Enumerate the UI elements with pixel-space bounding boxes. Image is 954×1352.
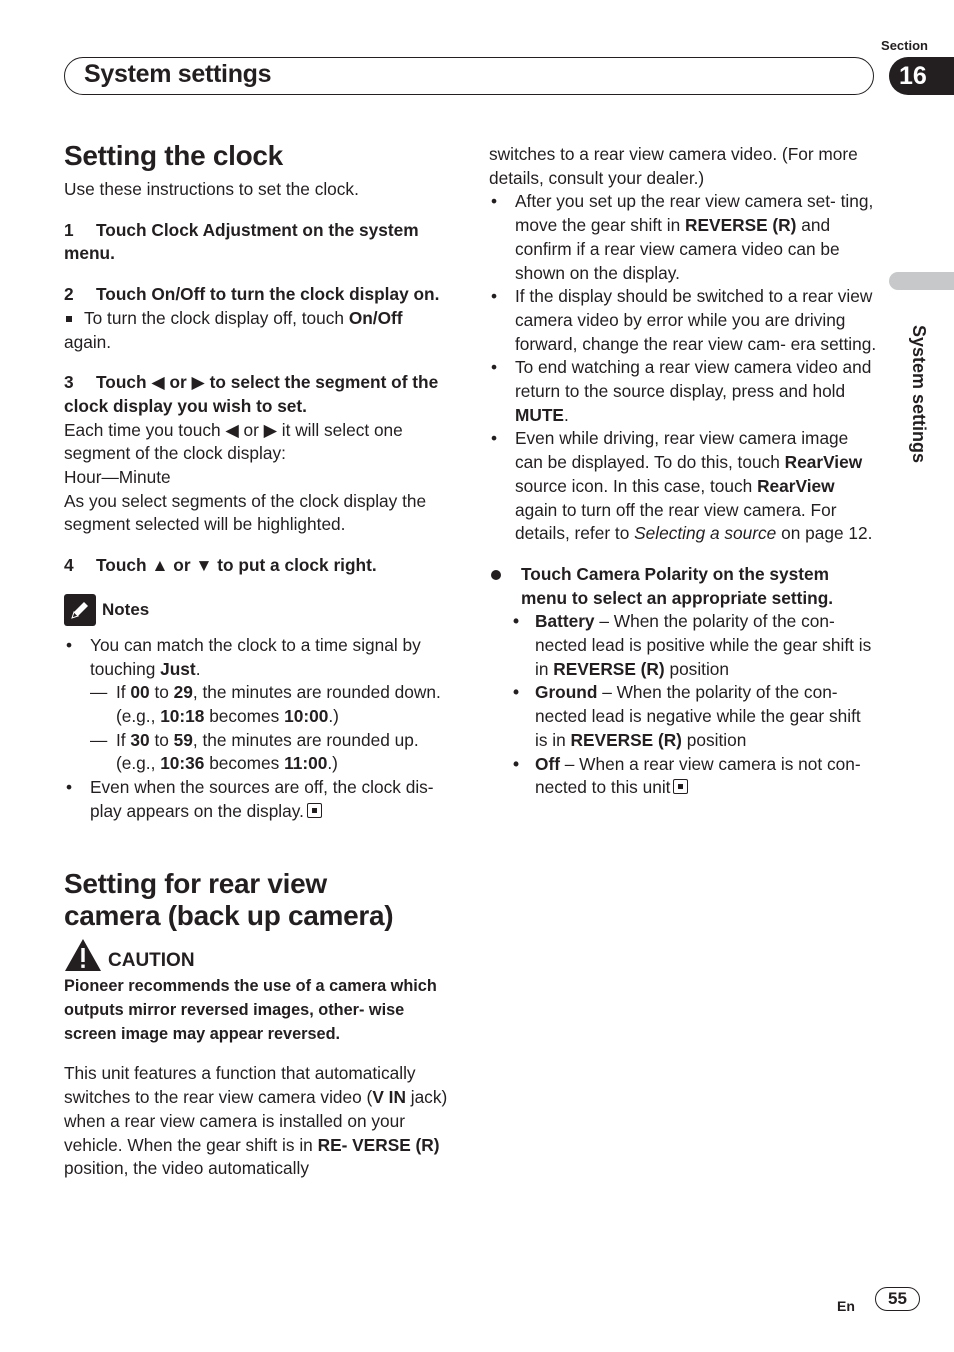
clock-step-3-body-1: Each time you touch ◀ or ▶ it will select one segment of the clock display:: [64, 419, 403, 464]
left-arrow-icon: ◀: [151, 372, 165, 393]
bullet-dot-icon: [491, 570, 501, 580]
down-arrow-icon: ▼: [195, 555, 213, 576]
right-arrow-icon: ▶: [263, 419, 277, 440]
list-item: • To end watching a rear view camera video and return to the source display, press and hold MUTE.: [489, 356, 877, 427]
camera-heading: Setting for rear view camera (back up camera): [64, 868, 394, 932]
clock-step-2-note: To turn the clock display off, touch On/Off again.: [64, 307, 403, 352]
camera-bullets: [489, 190, 877, 546]
camera-body-continued: switches to a rear view camera video. (For more details, consult your dealer.): [489, 144, 858, 188]
clock-step-4: 4 Touch ▲ or ▼ to put a clock right.: [64, 555, 377, 576]
right-arrow-icon: ▶: [191, 372, 205, 393]
up-arrow-icon: ▲: [151, 555, 169, 576]
clock-step-3-body-3: As you select segments of the clock display the segment selected will be highlighted.: [64, 490, 427, 535]
page-number: 55: [875, 1287, 920, 1311]
caution-header: CAUTION: [64, 938, 454, 972]
side-tab-marker: [889, 272, 954, 290]
right-column: [489, 143, 877, 800]
square-bullet-icon: [66, 316, 72, 322]
left-arrow-icon: ◀: [225, 419, 239, 440]
list-item: • After you set up the rear view camera set- ting, move the gear shift in REVERSE (R) and confirm if a rear view camera video can be shown on the display.: [489, 190, 877, 285]
list-item: • Battery – When the polarity of the con- nected lead is positive while the gear shift is in REVERSE (R) position: [509, 610, 877, 681]
clock-step-3: 3 Touch ◀ or ▶ to select the segment of the clock display you wish to set.: [64, 372, 439, 416]
end-mark-icon: [307, 803, 322, 818]
clock-step-3-body-2: Hour—Minute: [64, 467, 171, 488]
clock-step-1: 1 Touch Clock Adjustment on the system menu.: [64, 219, 419, 264]
side-tab-label: System settings: [909, 325, 929, 464]
list-item: • Even when the sources are off, the clock dis- play appears on the display.: [64, 776, 454, 823]
list-item: — If 00 to 29, the minutes are rounded down. (e.g., 10:18 becomes 10:00.): [90, 681, 454, 728]
clock-heading: Setting the clock: [64, 140, 283, 171]
list-item: • Ground – When the polarity of the con- nected lead is negative while the gear shift is in REVERSE (R) position: [509, 681, 877, 752]
warning-icon: [64, 938, 102, 972]
list-item: • If the display should be switched to a rear view camera video by error while you are driving forward, change the rear view cam- era setting.: [489, 285, 877, 356]
polarity-step: Touch Camera Polarity on the system menu to select an appropriate setting.: [489, 563, 877, 610]
footer-language: En: [837, 1298, 855, 1314]
pencil-note-icon: [64, 594, 96, 626]
section-number-badge: 16: [889, 57, 954, 95]
clock-step-2: 2 Touch On/Off to turn the clock display on.: [64, 284, 440, 305]
notes-header: Notes: [64, 594, 454, 626]
caution-text: Pioneer recommends the use of a camera which outputs mirror reversed images, other- wise screen image may appear reversed.: [64, 977, 437, 1044]
list-item: • Off – When a rear view camera is not con- nected to this unit: [509, 753, 877, 800]
end-mark-icon: [673, 779, 688, 794]
polarity-options: [489, 610, 877, 800]
section-label: Section: [881, 38, 928, 53]
camera-body: This unit features a function that automatically switches to the rear view camera video (V IN jack) when a rear view camera is installed on your vehicle. When the gear shift is in RE- VERSE (R) position, the video automatically: [64, 1063, 448, 1179]
clock-notes-list: [64, 634, 454, 824]
list-item: • You can match the clock to a time signal by touching Just. — If 00 to 29, the minutes are rounded down. (e.g., 10:18 becomes 10:00.) — If 30 to 59, the minutes are rounded up. (e.g., 10:36 becomes 11:00.): [64, 634, 454, 776]
list-item: • Even while driving, rear view camera image can be displayed. To do this, touch RearView source icon. In this case, touch RearView again to turn off the rear view camera. For details, refer to Selecting a source on page 12.: [489, 427, 877, 546]
clock-intro: Use these instructions to set the clock.: [64, 179, 359, 199]
left-column: [64, 140, 454, 1181]
list-item: — If 30 to 59, the minutes are rounded up. (e.g., 10:36 becomes 11:00.): [90, 729, 454, 776]
header-title: System settings: [84, 60, 272, 88]
